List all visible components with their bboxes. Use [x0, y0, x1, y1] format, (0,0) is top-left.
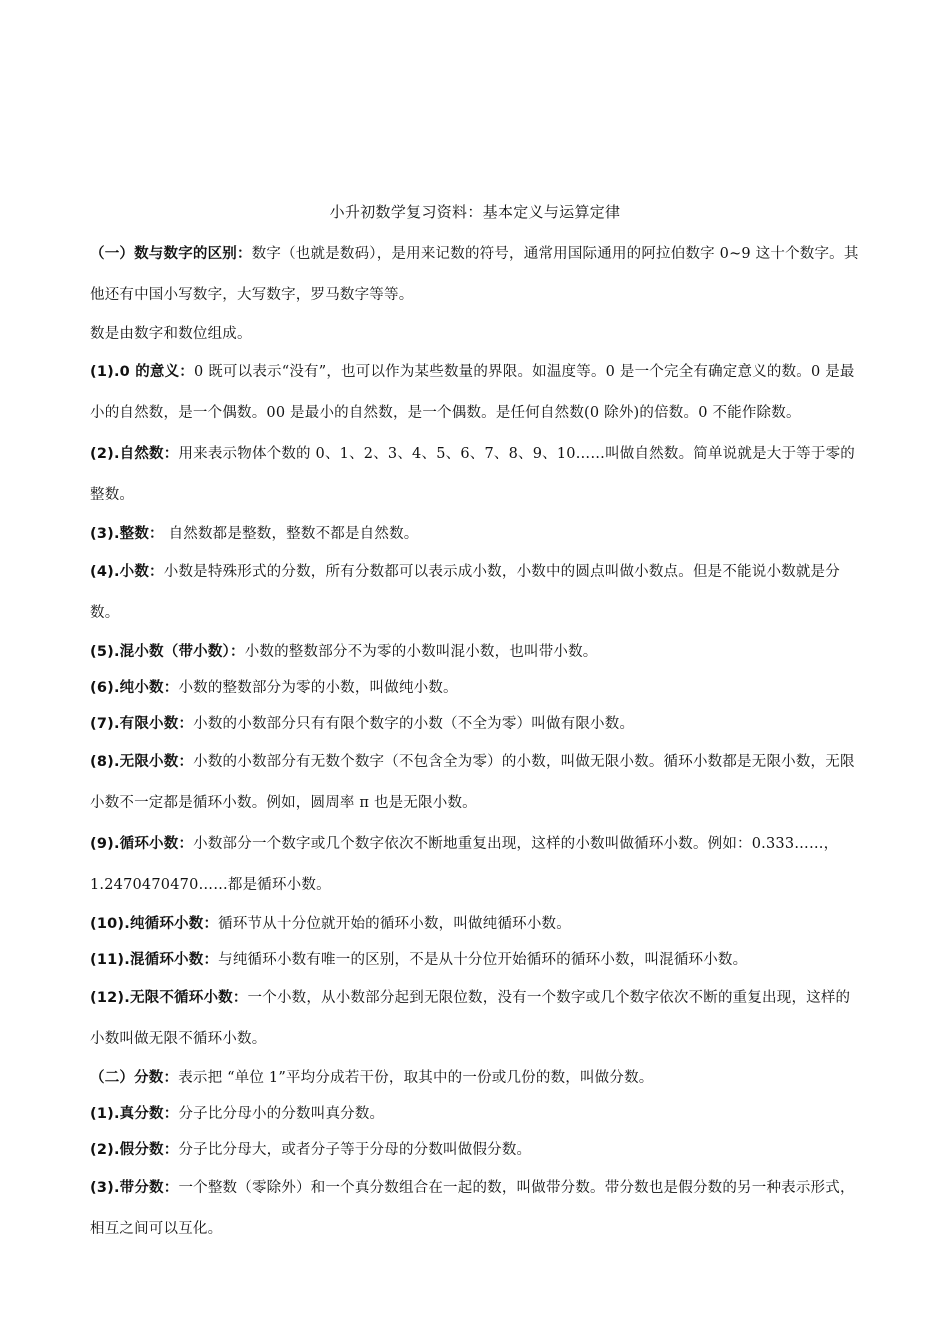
paragraph-text: 小数部分一个数字或几个数字依次不断地重复出现，这样的小数叫做循环小数。例如：0.333……，1.2470470470……都是循环小数。: [90, 836, 839, 893]
paragraph-text: 小数是特殊形式的分数，所有分数都可以表示成小数，小数中的圆点叫做小数点。但是不能说小数就是分数。: [90, 564, 840, 621]
paragraph-text: 小数的整数部分为零的小数，叫做纯小数。: [178, 680, 458, 696]
paragraph-mixed-decimals: [90, 634, 860, 670]
paragraph-natural-numbers: [90, 434, 860, 516]
paragraph-heading: (5).混小数（带小数）：: [90, 644, 245, 660]
document-title: 小升初数学复习资料：基本定义与运算定律: [329, 203, 621, 221]
paragraph-heading: (1).0 的意义：: [90, 364, 194, 380]
paragraph-heading: (2).自然数：: [90, 446, 179, 462]
document-body: [90, 234, 860, 1250]
paragraph-finite-decimals: [90, 706, 860, 742]
paragraph-pure-decimals: [90, 670, 860, 706]
paragraph-heading: (4).小数：: [90, 564, 164, 580]
paragraph-text: 小数的整数部分不为零的小数叫混小数，也叫带小数。: [244, 644, 598, 660]
paragraph-text: 一个小数，从小数部分起到无限位数，没有一个数字或几个数字依次不断的重复出现，这样的小数叫做无限不循环小数。: [90, 990, 851, 1047]
paragraph-text: 与纯循环小数有唯一的区别，不是从十分位开始循环的循环小数，叫混循环小数。: [218, 952, 748, 968]
paragraph-text: 小数的小数部分有无数个数字（不包含全为零）的小数，叫做无限小数。循环小数都是无限小数，无限小数不一定都是循环小数。例如，圆周率 π 也是无限小数。: [90, 754, 855, 811]
paragraph-heading: (7).有限小数：: [90, 716, 194, 732]
paragraph-text: 用来表示物体个数的 0、1、2、3、4、5、6、7、8、9、10……叫做自然数。简单说就是大于等于零的整数。: [90, 446, 855, 503]
paragraph-heading: (11).混循环小数：: [90, 952, 219, 968]
paragraph-number-composition: [90, 316, 860, 352]
paragraph-heading: (2).假分数：: [90, 1142, 179, 1158]
paragraph-irrational-decimals: [90, 978, 860, 1060]
paragraph-number-vs-digit: [90, 234, 860, 316]
paragraph-pure-recurring: [90, 906, 860, 942]
paragraph-heading: (8).无限小数：: [90, 754, 194, 770]
paragraph-zero-meaning: [90, 352, 860, 434]
paragraph-text: 小数的小数部分只有有限个数字的小数（不全为零）叫做有限小数。: [193, 716, 635, 732]
paragraph-infinite-decimals: [90, 742, 860, 824]
paragraph-text: 数是由数字和数位组成。: [90, 326, 252, 342]
paragraph-text: 表示把 “单位 1”平均分成若干份，取其中的一份或几份的数，叫做分数。: [178, 1070, 654, 1086]
paragraph-text: 自然数都是整数，整数不都是自然数。: [163, 526, 419, 542]
paragraph-heading: (12).无限不循环小数：: [90, 990, 248, 1006]
paragraph-improper-fractions: [90, 1132, 860, 1168]
paragraph-fractions: [90, 1060, 860, 1096]
paragraph-heading: (1).真分数：: [90, 1106, 179, 1122]
paragraph-text: 分子比分母大，或者分子等于分母的分数叫做假分数。: [178, 1142, 532, 1158]
paragraph-text: 数字（也就是数码），是用来记数的符号，通常用国际通用的阿拉伯数字 0~9 这十个数字。其他还有中国小写数字，大写数字，罗马数字等等。: [90, 246, 859, 303]
paragraph-text: 一个整数（零除外）和一个真分数组合在一起的数，叫做带分数。带分数也是假分数的另一种表示形式，相互之间可以互化。: [90, 1180, 855, 1237]
paragraph-recurring-decimals: [90, 824, 860, 906]
paragraph-heading: （一）数与数字的区别：: [90, 246, 252, 262]
paragraph-proper-fractions: [90, 1096, 860, 1132]
paragraph-heading: (9).循环小数：: [90, 836, 194, 852]
paragraph-text: 0 既可以表示“没有”，也可以作为某些数量的界限。如温度等。0 是一个完全有确定意义的数。0 是最小的自然数，是一个偶数。00 是最小的自然数，是一个偶数。是任何自然数(0 除外)的倍数。0 不能作除数。: [90, 364, 855, 421]
paragraph-decimals: [90, 552, 860, 634]
paragraph-text: 循环节从十分位就开始的循环小数，叫做纯循环小数。: [218, 916, 571, 932]
paragraph-mixed-fractions: [90, 1168, 860, 1250]
paragraph-mixed-recurring: [90, 942, 860, 978]
paragraph-heading: (6).纯小数：: [90, 680, 179, 696]
paragraph-heading: (3).带分数：: [90, 1180, 179, 1196]
paragraph-heading: (10).纯循环小数：: [90, 916, 219, 932]
paragraph-heading: （二）分数：: [90, 1070, 179, 1086]
paragraph-text: 分子比分母小的分数叫真分数。: [178, 1106, 385, 1122]
paragraph-integers: [90, 516, 860, 552]
paragraph-heading: (3).整数：: [90, 526, 164, 542]
